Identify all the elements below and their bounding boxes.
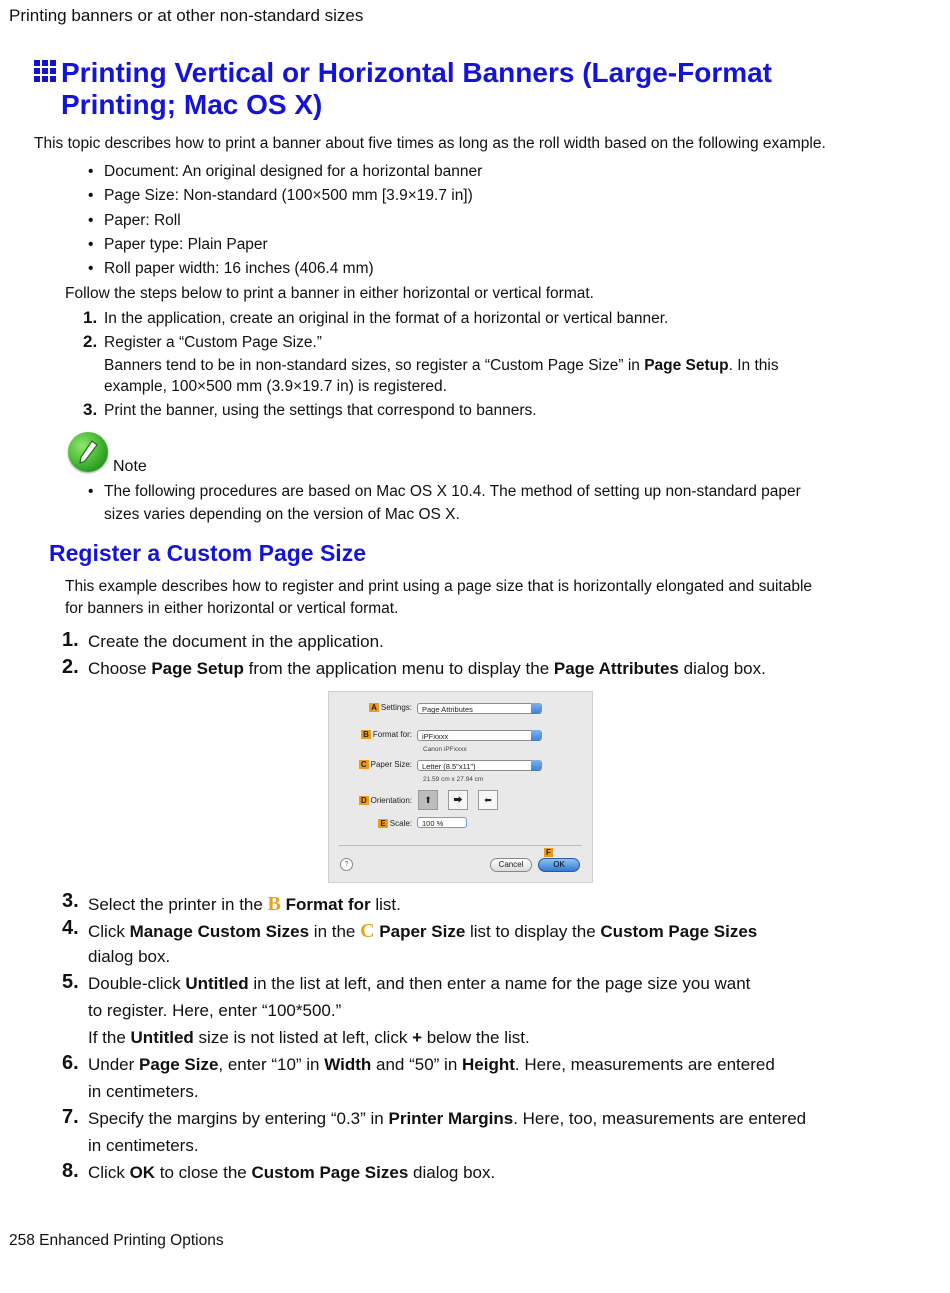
format-subtext: Canon iPFxxxx (423, 746, 467, 753)
step-detail (104, 357, 779, 375)
step-text-part: Specify the margins by entering “0.3” in (88, 1109, 389, 1128)
step-text-part: in the list at left, and then enter a name for the page size you want (248, 974, 751, 993)
step-text: In the application, create an original in the format of a horizontal or vertical banner. (104, 310, 669, 327)
step-text-bold: Printer Margins (388, 1109, 514, 1128)
callout-f: F (546, 848, 551, 857)
format-value: iPFxxxx (422, 732, 449, 741)
settings-label (339, 703, 412, 712)
step-text-part: dialog box. (678, 659, 766, 678)
step-text-part: Under (88, 1055, 140, 1074)
step-text-bold: Custom Page Sizes (600, 922, 758, 941)
step-text: in centimeters. (88, 1136, 199, 1155)
list-item: • Page Size: Non-standard (100×500 mm [3.9×19.7 in]) (88, 187, 482, 211)
step-text (88, 1028, 530, 1048)
reverse-landscape-orientation-button[interactable]: ⬅ (478, 790, 498, 810)
step-text (88, 893, 401, 916)
help-icon[interactable]: ? (340, 858, 353, 871)
step-text-bold: Format for (280, 895, 371, 914)
note-pencil-icon (68, 432, 108, 472)
landscape-orientation-button[interactable]: ⮕ (448, 790, 468, 810)
page-footer: 258 Enhanced Printing Options (9, 1232, 224, 1249)
list-item: • Paper: Roll (88, 212, 482, 236)
format-label-text: Format for: (372, 730, 412, 739)
step-number: 3. (83, 400, 98, 419)
paper-label (339, 760, 412, 769)
section-title: Register a Custom Page Size (49, 540, 366, 566)
step-text-part: . Here, too, measurements are entered (513, 1109, 807, 1128)
settings-value: Page Attributes (422, 705, 473, 714)
page-attributes-dialog (328, 691, 593, 883)
step-text-bold: Page Size (139, 1055, 219, 1074)
paper-size-value: Letter (8.5"x11") (422, 762, 476, 771)
step-text (88, 659, 766, 679)
step-text: to register. Here, enter “100*500.” (88, 1001, 342, 1020)
note-text: The following procedures are based on Mac OS X 10.4. The method of setting up non-standard paper (104, 483, 801, 500)
paper-subtext: 21.59 cm x 27.94 cm (423, 776, 484, 783)
step-text-bold: Height (462, 1055, 515, 1074)
step-number: 3. (62, 890, 79, 912)
orientation-label-text: Orientation: (370, 796, 412, 805)
popup-arrow-icon (531, 730, 541, 741)
step-text-bold: Untitled (185, 974, 249, 993)
note-text: sizes varies depending on the version of Mac OS X. (104, 506, 460, 523)
step-text-bold: Custom Page Sizes (251, 1163, 409, 1182)
step-detail-bold: Page Setup (644, 357, 729, 374)
intro-text: This topic describes how to print a banner about five times as long as the roll width based on the following example. (34, 135, 826, 152)
step-text (88, 1109, 806, 1129)
scale-value: 100 % (422, 819, 444, 828)
callout-c: C (360, 760, 367, 769)
step-text (88, 1055, 775, 1075)
step-number: 6. (62, 1052, 79, 1074)
scale-label (339, 819, 412, 828)
step-text: dialog box. (88, 947, 171, 966)
step-text-part: If the (88, 1028, 131, 1047)
step-text-bold: Untitled (130, 1028, 194, 1047)
orientation-label (339, 796, 412, 805)
step-text-bold: Page Attributes (553, 659, 679, 678)
note-label: Note (113, 458, 147, 475)
step-text-part: list. (370, 895, 401, 914)
settings-label-text: Settings: (380, 703, 412, 712)
step-text-part: from the application menu to display the (243, 659, 554, 678)
step-text-part: Select the printer in the (88, 895, 268, 914)
popup-arrow-icon (531, 760, 541, 771)
step-number: 2. (62, 656, 79, 678)
scale-label-text: Scale: (389, 819, 412, 828)
step-text-part: Click (88, 1163, 130, 1182)
callout-b: B (363, 730, 369, 739)
step-text-part: dialog box. (408, 1163, 496, 1182)
paper-label-text: Paper Size: (370, 760, 412, 769)
format-label (339, 730, 412, 739)
step-text (88, 920, 757, 943)
scale-input[interactable] (417, 817, 467, 828)
callout-a: A (371, 703, 377, 712)
step-text-part: size is not listed at left, click (193, 1028, 413, 1047)
step-text-part: Click (88, 922, 130, 941)
step-text-part: below the list. (422, 1028, 530, 1047)
step-text-bold: Paper Size (374, 922, 466, 941)
step-number: 1. (83, 308, 98, 327)
list-item: • Paper type: Plain Paper (88, 236, 482, 260)
list-item: • Roll paper width: 16 inches (406.4 mm) (88, 260, 482, 284)
step-detail-text: Banners tend to be in non-standard sizes, so register a “Custom Page Size” in (104, 357, 645, 374)
step-text-part: to close the (155, 1163, 252, 1182)
step-text-part: Choose (88, 659, 152, 678)
callout-d: D (360, 796, 367, 805)
step-text-part: list to display the (465, 922, 601, 941)
section-intro: for banners in either horizontal or vertical format. (65, 600, 399, 617)
format-popup[interactable] (417, 730, 542, 741)
step-number: 5. (62, 971, 79, 993)
step-text-bold: Width (324, 1055, 372, 1074)
paper-size-popup[interactable] (417, 760, 542, 771)
step-detail: example, 100×500 mm (3.9×19.7 in) is registered. (104, 378, 447, 395)
step-text (88, 974, 750, 994)
popup-arrow-icon (531, 703, 541, 714)
step-text: in centimeters. (88, 1082, 199, 1101)
step-text-bold: Manage Custom Sizes (129, 922, 310, 941)
step-number: 1. (62, 629, 79, 651)
callout-ref: C (360, 920, 375, 942)
step-text (88, 1163, 495, 1183)
step-text-bold: + (412, 1028, 422, 1047)
callout-ref: B (267, 893, 281, 915)
step-number: 4. (62, 917, 79, 939)
cancel-button[interactable]: Cancel (490, 858, 532, 872)
follow-text: Follow the steps below to print a banner in either horizontal or vertical format. (65, 285, 594, 302)
running-head: Printing banners or at other non-standard sizes (9, 6, 364, 25)
section-intro: This example describes how to register and print using a page size that is horizontally elongated and suitable (65, 578, 813, 595)
step-text-part: , enter “10” in (218, 1055, 325, 1074)
note-bullet: • (88, 483, 94, 500)
step-text-part: and “50” in (371, 1055, 463, 1074)
step-number: 2. (83, 332, 98, 351)
step-text-part: Double-click (88, 974, 186, 993)
ok-button[interactable]: OK (538, 858, 580, 872)
step-text: Register a “Custom Page Size.” (104, 334, 322, 351)
step-number: 7. (62, 1106, 79, 1128)
callout-e: E (380, 819, 386, 828)
settings-popup[interactable] (417, 703, 542, 714)
portrait-orientation-button[interactable]: ⬆ (418, 790, 438, 810)
page-title: Printing Vertical or Horizontal Banners (Large-Format Printing; Mac OS X) (61, 57, 773, 120)
example-list (88, 163, 482, 284)
step-text-part: in the (309, 922, 361, 941)
step-text-bold: OK (129, 1163, 156, 1182)
step-detail-text: . In this (728, 357, 779, 374)
step-text: Create the document in the application. (88, 632, 384, 651)
step-text-part: . Here, measurements are entered (514, 1055, 775, 1074)
list-item: • Document: An original designed for a horizontal banner (88, 163, 482, 187)
divider (339, 845, 582, 846)
grid-icon (34, 60, 56, 82)
step-text-bold: Page Setup (151, 659, 244, 678)
step-number: 8. (62, 1160, 79, 1182)
step-text: Print the banner, using the settings that correspond to banners. (104, 402, 537, 419)
